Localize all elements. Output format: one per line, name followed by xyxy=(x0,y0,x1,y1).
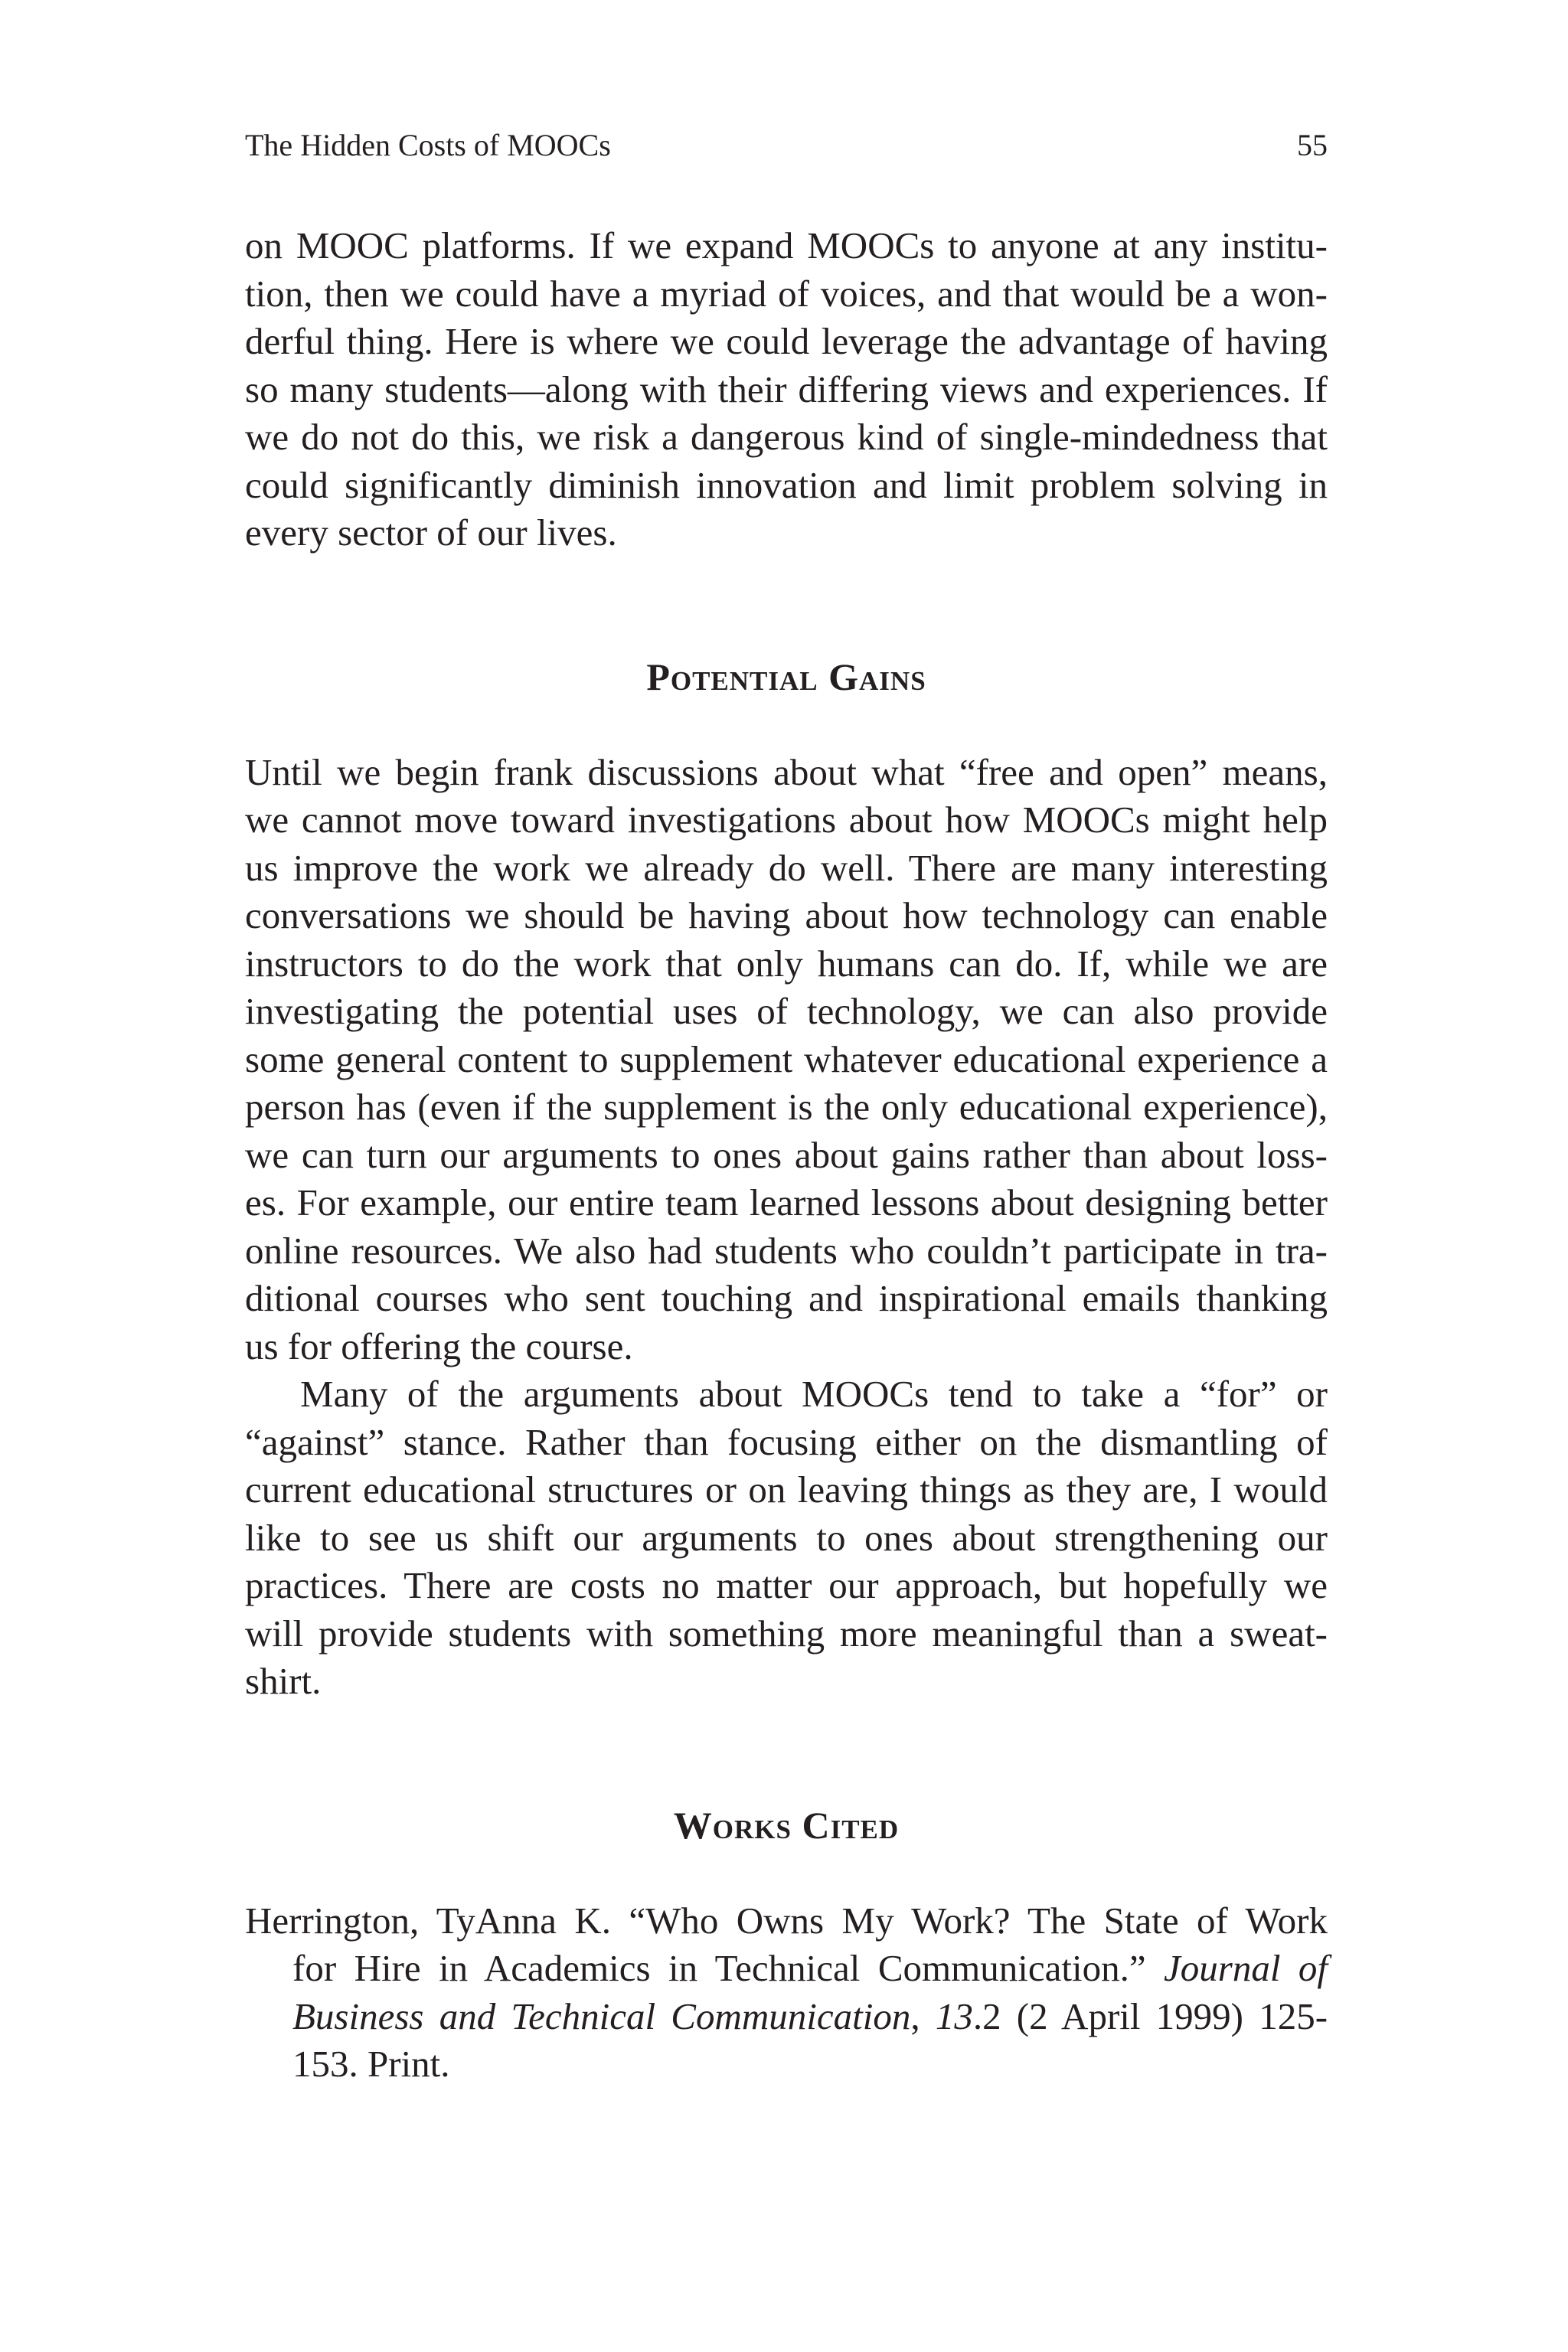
text-line: like to see us shift our arguments to ones about strengthening our xyxy=(245,1516,1328,1559)
journal-volume: 13 xyxy=(935,1994,973,2037)
text-line: current educational structures or on leaving things as they are, I would xyxy=(245,1468,1328,1511)
text-line: on MOOC platforms. If we expand MOOCs to anyone at any institu- xyxy=(245,224,1328,266)
text-line: us for offering the course. xyxy=(245,1325,633,1367)
text-line: Many of the arguments about MOOCs tend to take a “for” or xyxy=(300,1373,1328,1415)
text-line: so many students—along with their differing views and experiences. If xyxy=(245,368,1328,410)
text-line: ditional courses who sent touching and inspirational emails thanking xyxy=(245,1277,1328,1319)
journal-title-part: Business and Technical Communication xyxy=(292,1994,911,2037)
paragraph-potential-gains-1 xyxy=(245,749,1328,1371)
citation-text: , xyxy=(910,1994,936,2037)
text-line: we cannot move toward investigations about how MOOCs might help xyxy=(245,799,1328,841)
spacer xyxy=(245,557,1328,653)
text-line: derful thing. Here is where we could leverage the advantage of having xyxy=(245,320,1328,362)
citation-entry xyxy=(245,1897,1328,2089)
citation-line xyxy=(245,1945,1328,1993)
page-number: 55 xyxy=(1297,128,1328,162)
continued-paragraph xyxy=(245,222,1328,557)
text-line: “against” stance. Rather than focusing either on the dismantling of xyxy=(245,1420,1328,1463)
journal-title-part: Journal of xyxy=(1164,1947,1328,1989)
text-line: online resources. We also had students who couldn’t participate in tra- xyxy=(245,1229,1328,1272)
text-line: person has (even if the supplement is the only educational experience), xyxy=(245,1086,1328,1128)
heading-works-cited: Works Cited xyxy=(673,1803,900,1847)
text-line: instructors to do the work that only humans can do. If, while we are xyxy=(245,942,1328,985)
text-line: we can turn our arguments to ones about gains rather than about loss- xyxy=(245,1133,1328,1176)
spacer xyxy=(245,1706,1328,1802)
citation-line: Herrington, TyAnna K. “Who Owns My Work? The State of Work xyxy=(245,1899,1328,1942)
spacer xyxy=(245,701,1328,749)
text-line: will provide students with something more meaningful than a sweat- xyxy=(245,1612,1328,1655)
text-line: could significantly diminish innovation and limit problem solving in xyxy=(245,463,1328,506)
spacer xyxy=(245,1849,1328,1897)
text-line: us improve the work we already do well. There are many interesting xyxy=(245,846,1328,889)
citation-text: for Hire in Academics in Technical Communication.” xyxy=(292,1947,1165,1989)
body-text xyxy=(245,222,1328,2089)
citation-line: 153. Print. xyxy=(292,2043,450,2085)
text-line: es. For example, our entire team learned lessons about designing better xyxy=(245,1181,1328,1223)
text-line: we do not do this, we risk a dangerous kind of single-mindedness that xyxy=(245,416,1328,458)
text-line: every sector of our lives. xyxy=(245,511,617,554)
text-line: conversations we should be having about how technology can enable xyxy=(245,894,1328,936)
text-line: shirt. xyxy=(245,1660,322,1702)
text-line: Until we begin frank discussions about what “free and open” means, xyxy=(245,750,1328,793)
citation-line xyxy=(245,1993,1328,2041)
text-line: tion, then we could have a myriad of voices, and that would be a won- xyxy=(245,272,1328,315)
running-title: The Hidden Costs of MOOCs xyxy=(245,128,611,162)
text-line: practices. There are costs no matter our approach, but hopefully we xyxy=(245,1564,1328,1606)
heading-potential-gains: Potential Gains xyxy=(646,655,926,698)
text-line: investigating the potential uses of technology, we can also provide xyxy=(245,990,1328,1032)
text-line: some general content to supplement whatever educational experience a xyxy=(245,1037,1328,1080)
running-head xyxy=(245,122,1328,168)
citation-text: .2 (2 April 1999) 125- xyxy=(972,1994,1328,2037)
paragraph-potential-gains-2 xyxy=(245,1370,1328,1706)
